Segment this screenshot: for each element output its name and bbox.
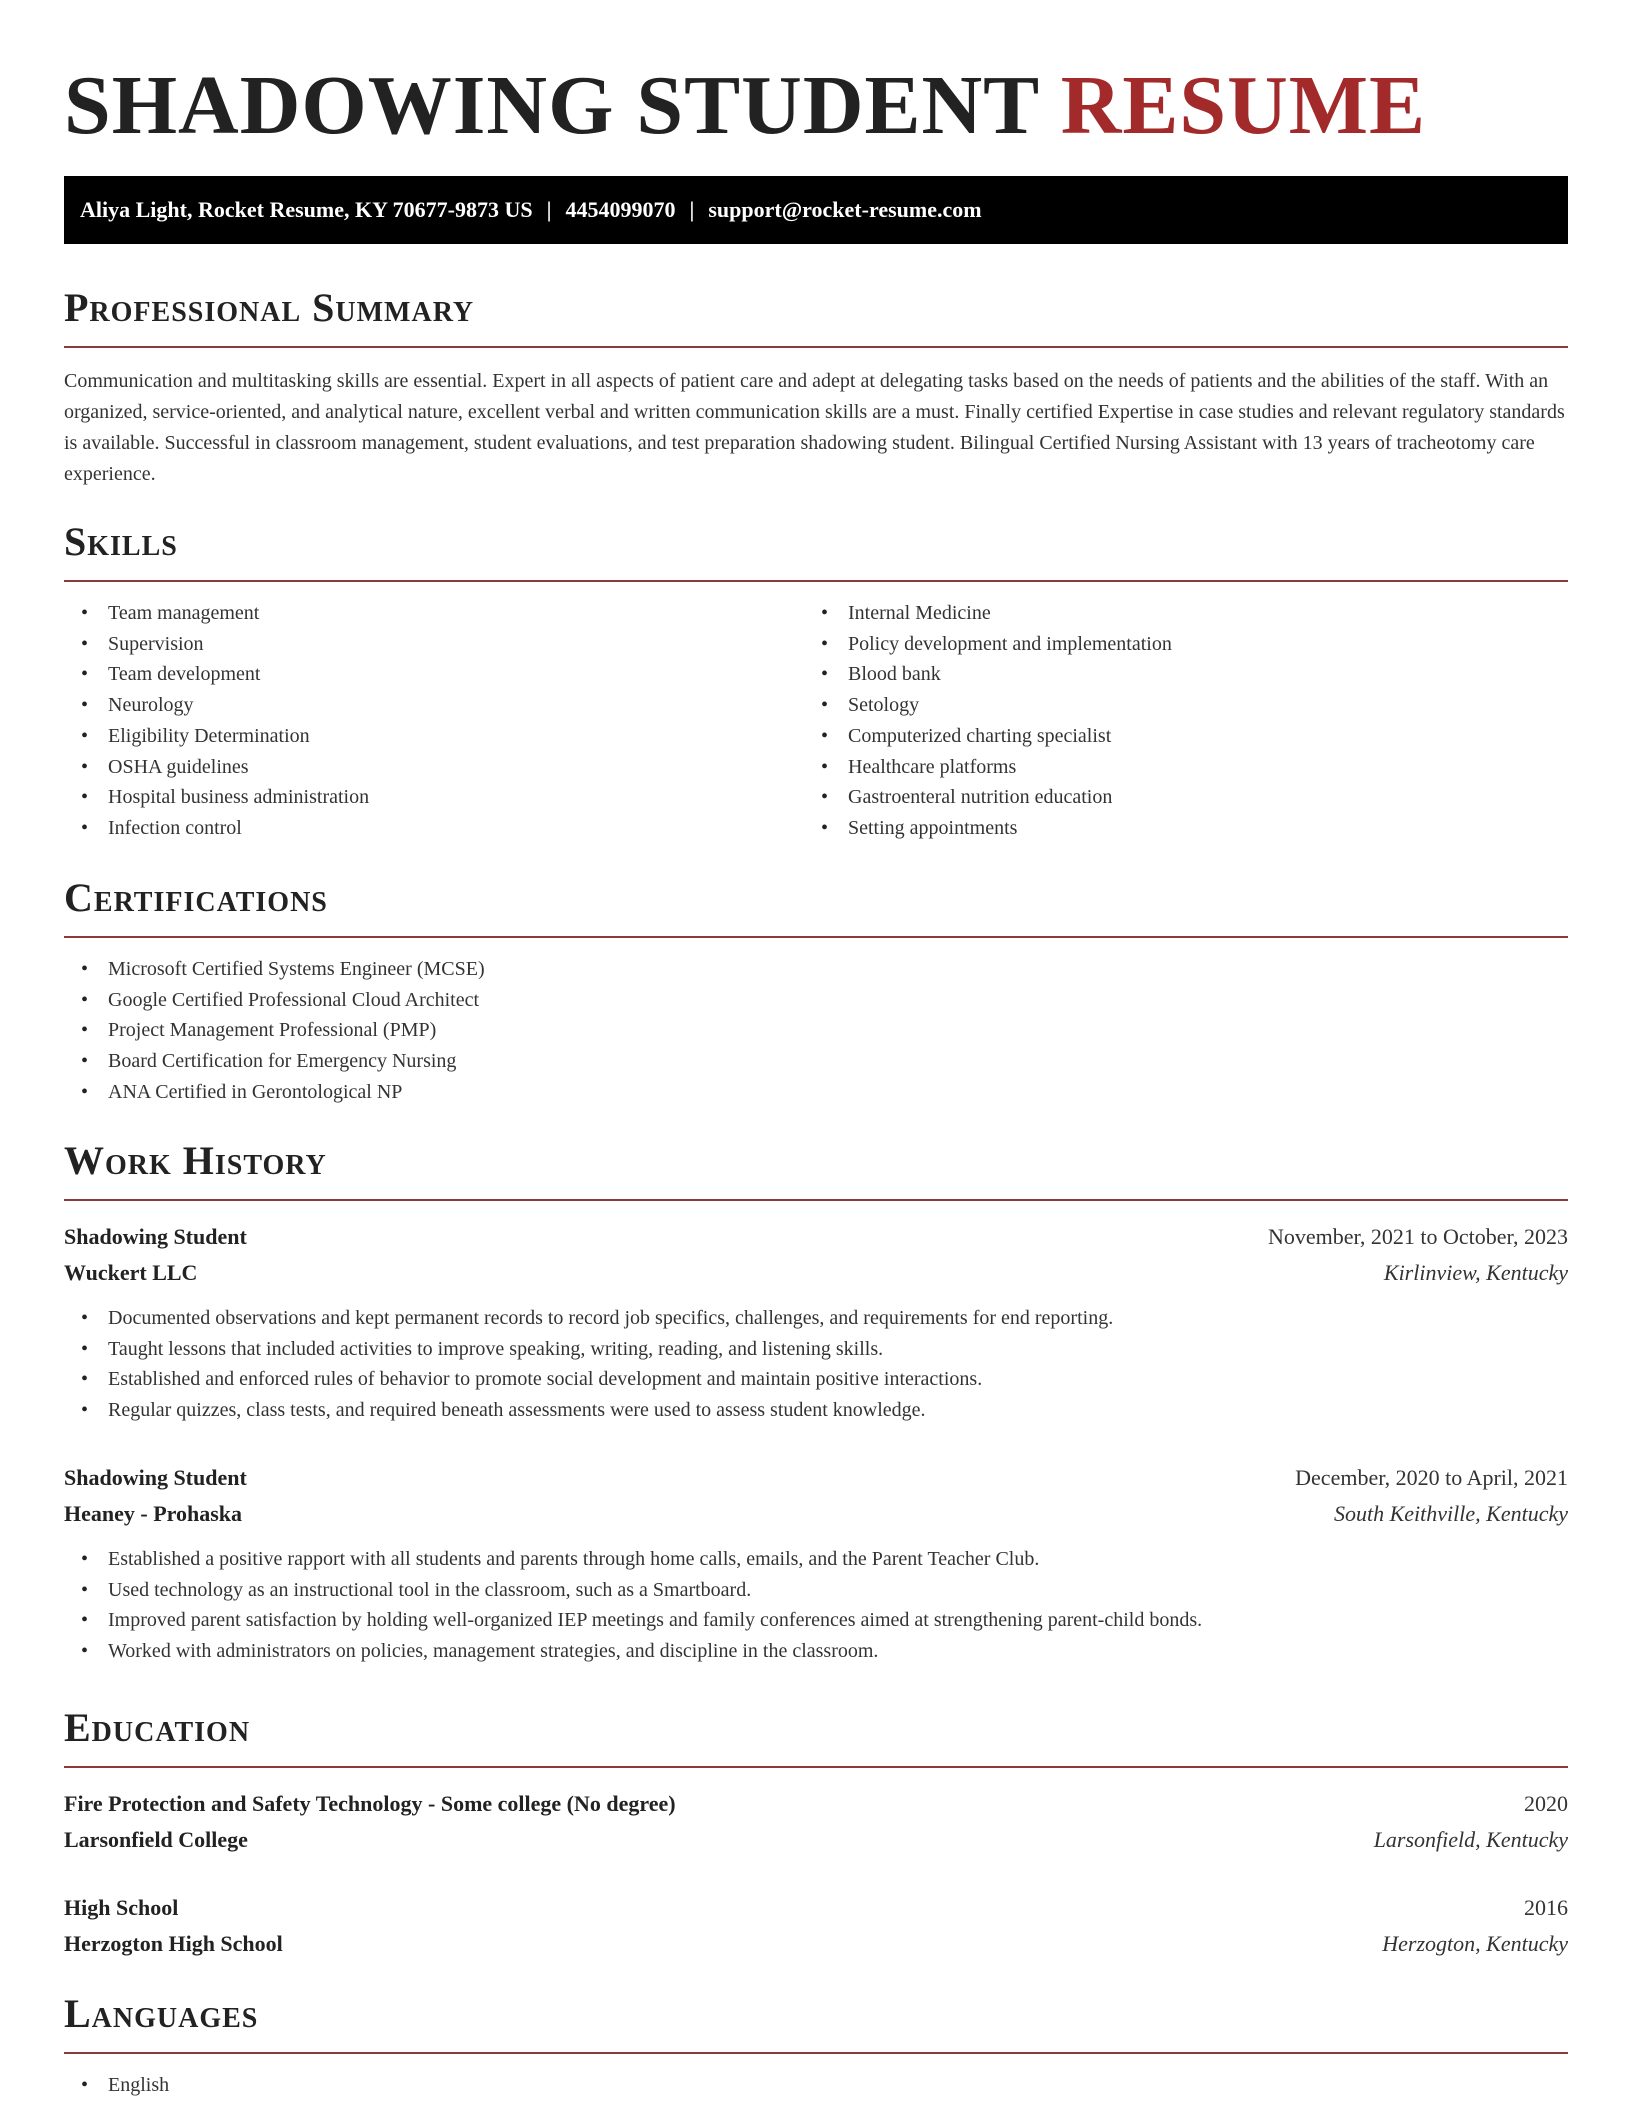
job-location: Kirlinview, Kentucky	[1383, 1260, 1568, 1285]
list-item: • Eligibility Determination	[64, 721, 804, 752]
certifications-heading: Certifications	[64, 875, 328, 920]
degree: High School	[64, 1895, 179, 1920]
skills-section	[64, 518, 1568, 844]
job-duties-list	[64, 1544, 1568, 1667]
job-company: Heaney - Prohaska	[64, 1500, 243, 1526]
list-item: • Established and enforced rules of behavior to promote social development and maintain positive interactions.	[64, 1364, 1568, 1395]
list-item: • ANA Certified in Gerontological NP	[64, 1077, 1568, 1108]
degree-row	[64, 1786, 1568, 1822]
job-title: Shadowing Student	[64, 1464, 247, 1490]
section-divider	[64, 1199, 1568, 1201]
list-item: • Healthcare platforms	[804, 752, 1544, 783]
work-history-heading: Work History	[64, 1138, 327, 1183]
contact-separator: |	[689, 197, 695, 222]
list-item: • Team management	[64, 598, 804, 629]
list-item: • Google Certified Professional Cloud Architect	[64, 985, 1568, 1016]
list-item: • Policy development and implementation	[804, 629, 1544, 660]
list-item: • Board Certification for Emergency Nursing	[64, 1046, 1568, 1077]
contact-address: Aliya Light, Rocket Resume, KY 70677-9873 US	[80, 197, 533, 222]
skills-grid	[64, 582, 1568, 844]
list-item: • Internal Medicine	[804, 598, 1544, 629]
school-location: Larsonfield, Kentucky	[1373, 1827, 1568, 1852]
education-section	[64, 1704, 1568, 1962]
job-title-row	[64, 1460, 1568, 1496]
title-main: SHADOWING STUDENT	[64, 59, 1039, 152]
graduation-year: 2016	[1524, 1895, 1568, 1920]
school-location: Herzogton, Kentucky	[1382, 1931, 1568, 1956]
contact-phone: 4454099070	[565, 197, 676, 222]
job-company: Wuckert LLC	[64, 1260, 198, 1285]
summary-section	[64, 284, 1568, 490]
languages-list	[64, 2070, 1568, 2101]
list-item: • Blood bank	[804, 659, 1544, 690]
education-heading: Education	[64, 1705, 251, 1750]
contact-bar	[64, 176, 1568, 244]
job-title-row	[64, 1219, 1568, 1255]
degree: Fire Protection and Safety Technology - Some college (No degree)	[64, 1791, 676, 1816]
list-item: • Neurology	[64, 690, 804, 721]
job-company-row	[64, 1496, 1568, 1532]
school-name: Larsonfield College	[64, 1827, 248, 1852]
list-item: • Documented observations and kept permanent records to record job specifics, challenges, and requirements for end reporting.	[64, 1303, 1568, 1334]
list-item: • Project Management Professional (PMP)	[64, 1015, 1568, 1046]
skills-list-right	[804, 598, 1544, 844]
job-entry	[64, 1219, 1568, 1426]
certifications-list	[64, 954, 1568, 1108]
contact-email: support@rocket-resume.com	[708, 197, 982, 222]
list-item: • Taught lessons that included activities to improve speaking, writing, reading, and listening skills.	[64, 1334, 1568, 1365]
resume-title	[64, 58, 1426, 154]
job-dates: November, 2021 to October, 2023	[1267, 1224, 1568, 1249]
certifications-section	[64, 874, 1568, 1108]
list-item: • Computerized charting specialist	[804, 721, 1544, 752]
list-item: • Setting appointments	[804, 813, 1544, 844]
list-item: • Team development	[64, 659, 804, 690]
education-entry	[64, 1786, 1568, 1858]
job-duties-list	[64, 1303, 1568, 1426]
list-item: • Supervision	[64, 629, 804, 660]
list-item: • Hospital business administration	[64, 782, 804, 813]
job-location: South Keithville, Kentucky	[1334, 1500, 1568, 1526]
list-item: • Used technology as an instructional tool in the classroom, such as a Smartboard.	[64, 1575, 1568, 1606]
contact-separator: |	[546, 197, 552, 222]
skills-heading: Skills	[64, 519, 178, 564]
list-item: • Improved parent satisfaction by holding well-organized IEP meetings and family conferences aimed at strengthening parent-child bonds.	[64, 1605, 1568, 1636]
skills-list-left	[64, 598, 804, 844]
school-row	[64, 1926, 1568, 1962]
summary-heading: Professional Summary	[64, 285, 475, 330]
list-item: • Regular quizzes, class tests, and required beneath assessments were used to assess student knowledge.	[64, 1395, 1568, 1426]
section-divider	[64, 2052, 1568, 2054]
degree-row	[64, 1890, 1568, 1926]
list-item: • OSHA guidelines	[64, 752, 804, 783]
section-divider	[64, 1766, 1568, 1768]
section-divider	[64, 936, 1568, 938]
job-dates: December, 2020 to April, 2021	[1295, 1464, 1568, 1490]
languages-heading: Languages	[64, 1991, 259, 2036]
title-accent: RESUME	[1060, 59, 1427, 152]
list-item: • Established a positive rapport with all students and parents through home calls, emails, and the Parent Teacher Club.	[64, 1544, 1568, 1575]
education-entry	[64, 1890, 1568, 1962]
list-item: • Gastroenteral nutrition education	[804, 782, 1544, 813]
work-history-section	[64, 1137, 1568, 1667]
list-item: • Infection control	[64, 813, 804, 844]
school-name: Herzogton High School	[64, 1931, 283, 1956]
list-item: • English	[64, 2070, 1568, 2101]
job-entry	[64, 1460, 1568, 1667]
job-title: Shadowing Student	[64, 1224, 247, 1249]
section-divider	[64, 346, 1568, 348]
summary-text: Communication and multitasking skills are essential. Expert in all aspects of patient care and adept at delegating tasks based on the needs of patients and the abilities of the staff. With an organized, service-oriented, and analytical nature, excellent verbal and written communication skills are a must. Finally certified Expertise in case studies and relevant regulatory standards is available. Successful in classroom management, student evaluations, and test preparation shadowing student. Bilingual Certified Nursing Assistant with 13 years of tracheotomy care experience.	[64, 370, 1565, 485]
languages-section	[64, 1990, 1568, 2101]
graduation-year: 2020	[1524, 1791, 1568, 1816]
school-row	[64, 1822, 1568, 1858]
list-item: • Setology	[804, 690, 1544, 721]
job-company-row	[64, 1255, 1568, 1291]
list-item: • Worked with administrators on policies, management strategies, and discipline in the classroom.	[64, 1636, 1568, 1667]
list-item: • Microsoft Certified Systems Engineer (MCSE)	[64, 954, 1568, 985]
